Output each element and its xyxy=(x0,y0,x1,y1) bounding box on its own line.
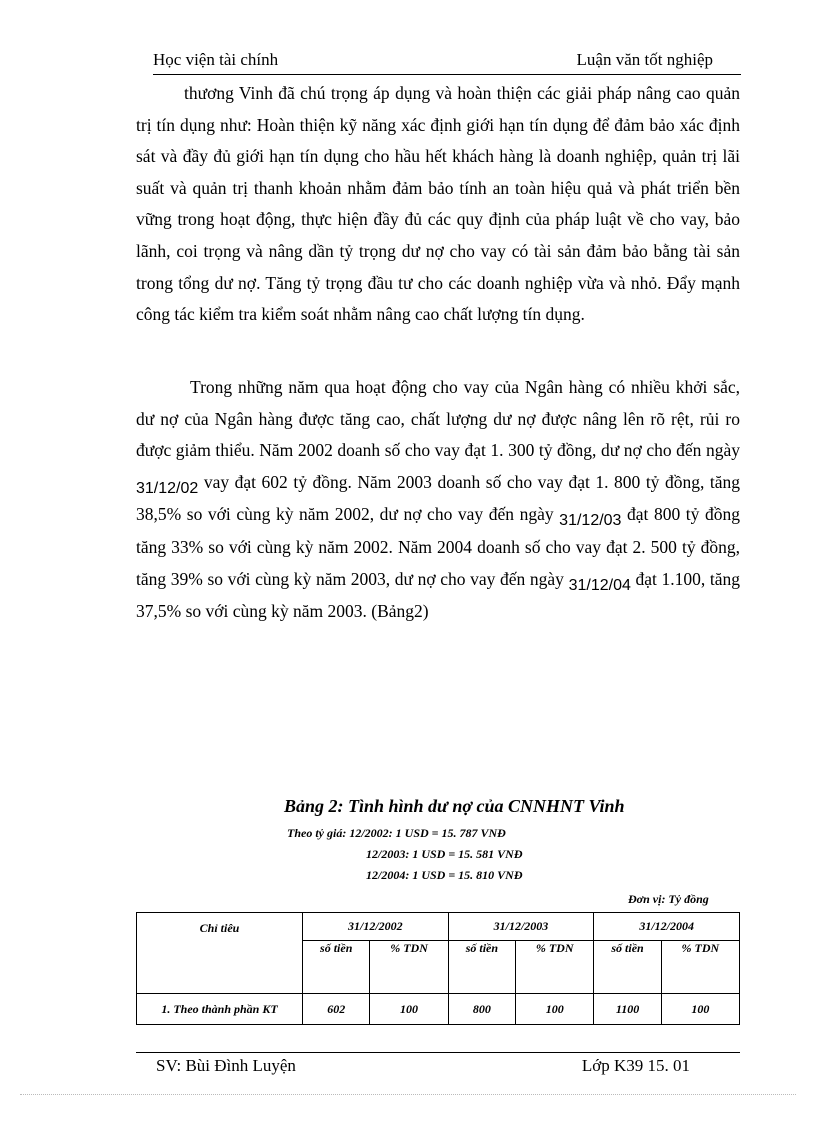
col-header-2002: 31/12/2002 xyxy=(303,913,449,941)
paragraph-2-text-1: Trong những năm qua hoạt động cho vay của Ngân hàng có nhiều khởi sắc, dư nợ của Ngân hàng được tăng cao, chất lượng dư nợ được nâng lên rõ rệt, rủi ro được giảm thiểu. Năm 2002 doanh số cho vay đạt 1. 300 tỷ đồng, dư nợ cho đến ngày xyxy=(136,377,740,461)
table-header-row xyxy=(137,913,740,941)
exchange-rate-2004: 12/2004: 1 USD = 15. 810 VNĐ xyxy=(366,868,523,882)
cell-value: 800 xyxy=(448,994,515,1025)
footer-class: Lớp K39 15. 01 xyxy=(581,1056,690,1075)
debt-table xyxy=(136,912,740,1025)
page-edge-divider xyxy=(20,1094,796,1095)
date-2002: 31/12/02 xyxy=(136,479,199,497)
header-institution: Học viện tài chính xyxy=(153,50,279,69)
page-header xyxy=(153,50,741,75)
date-2003: 31/12/03 xyxy=(559,512,622,530)
cell-value: 100 xyxy=(661,994,739,1025)
col-header-2003: 31/12/2003 xyxy=(448,913,594,941)
body-paragraph-1: thương Vinh đã chú trọng áp dụng và hoàn thiện các giải pháp nâng cao quản trị tín dụng như: Hoàn thiện kỹ năng xác định giới hạn tín dụng để đảm bảo xác định sát và đầy đủ giới hạn tín dụng cho hầu hết khách hàng là doanh nghiệp, quản trị lãi suất và quản trị thanh khoản nhằm đảm bảo tính an toàn hiệu quả và phát triển bền vững trong hoạt động, thực hiện đầy đủ các quy định của pháp luật về cho vay, bảo lãnh, coi trọng và nâng dần tỷ trọng dư nợ cho vay có tài sản đảm bảo bằng tài sản trong tổng dư nợ. Tăng tỷ trọng đầu tư cho các doanh nghiệp vừa và nhỏ. Đẩy mạnh công tác kiểm tra kiểm soát nhằm nâng cao chất lượng tín dụng. xyxy=(136,83,740,325)
subheader-pct: % TDN xyxy=(661,941,739,994)
cell-value: 100 xyxy=(370,994,448,1025)
subheader-pct: % TDN xyxy=(516,941,594,994)
date-2004: 31/12/04 xyxy=(568,576,631,594)
cell-value: 602 xyxy=(303,994,370,1025)
page-footer xyxy=(136,1052,740,1075)
subheader-amount: số tiền xyxy=(448,941,515,994)
col-header-2004: 31/12/2004 xyxy=(594,913,740,941)
header-doc-type: Luận văn tốt nghiệp xyxy=(576,50,713,69)
paragraph-2-text-4: đạt 1.100, tăng 37,5% so với cùng kỳ năm 2003. (Bảng2) xyxy=(136,568,741,622)
subheader-amount: số tiền xyxy=(594,941,661,994)
row-label: 1. Theo thành phần KT xyxy=(137,994,303,1025)
cell-value: 1100 xyxy=(594,994,661,1025)
cell-value: 100 xyxy=(516,994,594,1025)
exchange-rate-2003: 12/2003: 1 USD = 15. 581 VNĐ xyxy=(366,847,523,861)
table-row xyxy=(137,994,740,1025)
footer-student: SV: Bùi Đình Luyện xyxy=(156,1056,296,1075)
exchange-rate-2002: Theo tỷ giá: 12/2002: 1 USD = 15. 787 VNĐ xyxy=(287,826,506,840)
body-paragraph-2 xyxy=(136,372,740,628)
table-unit: Đơn vị: Tỷ đồng xyxy=(628,892,709,906)
paragraph-2-text-3: đạt 800 tỷ đồng tăng 33% so với cùng kỳ năm 2002. Năm 2004 doanh số cho vay đạt 2. 500 tỷ đồng, tăng 39% so với cùng kỳ năm 2003, dư nợ cho vay đến ngày xyxy=(136,504,740,589)
paragraph-2-text-2: vay đạt 602 tỷ đồng. Năm 2003 doanh số cho vay đạt 1. 800 tỷ đồng, tăng 38,5% so với cùng kỳ năm 2002, dư nợ cho vay đến ngày xyxy=(136,471,741,525)
col-header-indicator: Chỉ tiêu xyxy=(137,913,303,994)
subheader-pct: % TDN xyxy=(370,941,448,994)
table-title: Bảng 2: Tình hình dư nợ của CNNHNT Vinh xyxy=(284,796,625,816)
subheader-amount: số tiền xyxy=(303,941,370,994)
